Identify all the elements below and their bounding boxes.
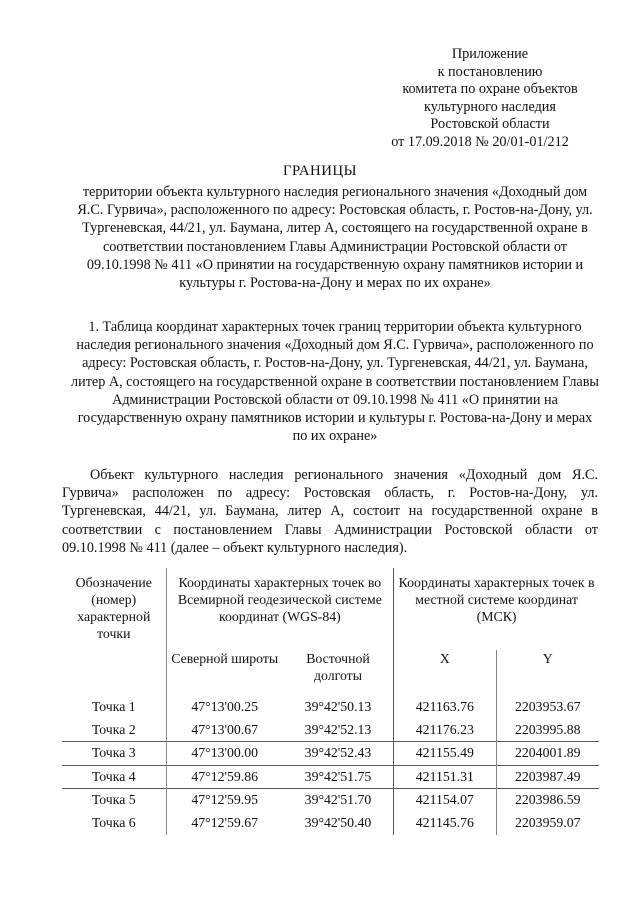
table-row: [62, 719, 599, 742]
cell-lat: 47°13'00.25: [166, 696, 283, 719]
cell-y: 2203995.88: [496, 719, 599, 742]
cell-point: Точка 6: [91, 814, 136, 830]
table-row: [62, 812, 599, 835]
cell-lon: 39°42'52.43: [283, 742, 394, 766]
cell-point: Точка 3: [62, 742, 166, 766]
subheader-x: X: [394, 650, 496, 696]
table-row: [62, 696, 599, 719]
cell-lon: 39°42'51.70: [283, 789, 394, 812]
cell-lat: 47°12'59.95: [166, 789, 283, 812]
table-header-row: [62, 568, 599, 650]
cell-x: 421145.76: [394, 812, 496, 835]
document-title: ГРАНИЦЫ: [282, 163, 358, 179]
appendix-line: к постановлению: [437, 63, 543, 80]
document-subtitle: территории объекта культурного наследия регионального значения «Доходный дом Я.С. Гурвича», расположенного по адресу: Ростовская область, г. Ростов-на-Дону, ул. Тургеневская, 44/21, ул. Баумана, литер А, состоящего на государственной охране в соответствии постановлением Главы Администрации Ростовской области от 09.10.1998 № 411 «О принятии на государственную охрану памятников истории и культуры г. Ростова-на-Дону и мерах по их охране»: [77, 184, 593, 292]
cell-y: 2204001.89: [496, 742, 599, 766]
header-msk: Координаты характерных точек в местной системе координат (МСК): [394, 568, 599, 650]
appendix-line: Приложение: [451, 46, 529, 62]
subheader-lon: Восточной долготы: [306, 651, 370, 683]
table-row: [62, 765, 599, 789]
table-row: [62, 789, 599, 812]
cell-y: 2203953.67: [496, 696, 599, 719]
appendix-line: Ростовской области: [430, 116, 550, 133]
cell-lon: 39°42'51.75: [283, 765, 394, 789]
header-point: Обозначение (номер) характерной точки: [75, 575, 152, 641]
appendix-block: [380, 46, 600, 152]
appendix-line: культурного наследия: [424, 98, 556, 115]
cell-lon: 39°42'50.40: [304, 814, 372, 830]
header-wgs: Координаты характерных точек во Всемирной геодезической системе координат (WGS-84): [166, 568, 394, 650]
cell-y: 2203987.49: [496, 765, 599, 789]
cell-x: 421154.07: [394, 789, 496, 812]
section-heading: 1. Таблица координат характерных точек границ территории объекта культурного наследия регионального значения «Доходный дом Я.С. Гурвича», расположенного по адресу: Ростовская область, г. Ростов-на-Дону, ул. Тургеневская, 44/21, ул. Баумана, литер А, состоящего на государственной охране в соответствии постановлением Главы Администрации Ростовской области от 09.10.1998 № 411 «О принятии на государственную охрану памятников истории и культуры г. Ростова-на-Дону и мерах по их охране»: [71, 319, 599, 445]
cell-y: 2203986.59: [496, 789, 599, 812]
cell-lon: 39°42'50.13: [304, 699, 372, 714]
subheader-y: Y: [496, 650, 599, 696]
cell-point: Точка 1: [91, 699, 136, 714]
cell-lat: 47°13'00.00: [166, 742, 283, 766]
cell-point: Точка 2: [91, 721, 136, 737]
cell-lat: 47°13'00.67: [166, 719, 283, 742]
cell-x: 421176.23: [394, 719, 496, 742]
cell-x: 421151.31: [394, 765, 496, 789]
appendix-date-line: от 17.09.2018 № 20/01-01/212: [391, 133, 569, 150]
cell-x: 421155.49: [394, 742, 496, 766]
cell-lon: 39°42'52.13: [304, 721, 372, 737]
cell-lat: 47°12'59.86: [166, 765, 283, 789]
subheader-lat: Северной широты: [166, 650, 283, 696]
cell-lat: 47°12'59.67: [166, 812, 283, 835]
cell-x: 421163.76: [394, 696, 496, 719]
coordinates-table: [62, 568, 599, 835]
cell-point: Точка 5: [62, 789, 166, 812]
cell-point: Точка 4: [62, 765, 166, 789]
body-paragraph: Объект культурного наследия регионального значения «Доходный дом Я.С. Гурвича» расположен по адресу: Ростовская область, г. Ростов-на-Дону, ул. Тургеневская, 44/21, ул. Баумана, литер А, состоит на государственной охране в соответствии с постановлением Главы Администрации Ростовской области от 09.10.1998 № 411 (далее – объект культурного наследия).: [62, 467, 598, 556]
table-row: [62, 742, 599, 766]
appendix-line: комитета по охране объектов: [402, 81, 578, 98]
cell-y: 2203959.07: [496, 812, 599, 835]
